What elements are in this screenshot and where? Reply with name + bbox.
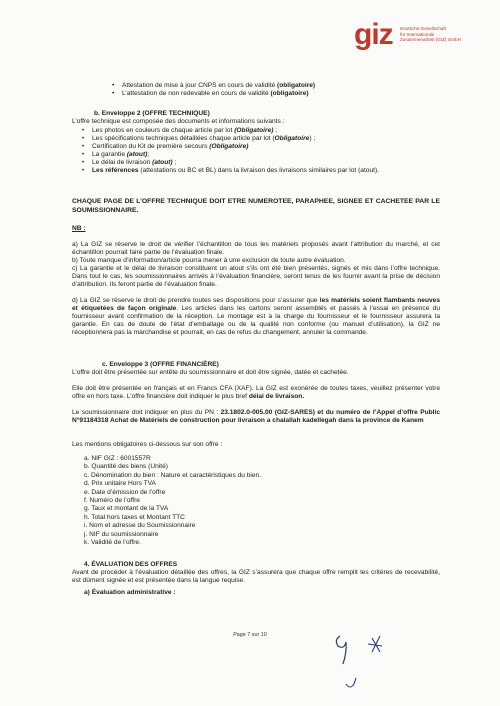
list-item: h. Total hors taxes et Montant TTC [84, 513, 185, 521]
logo-org-name: Deutsche Gesellschaft für Internationale Zusammenarbeit (GIZ) GmbH [400, 26, 462, 43]
technical-offer-notice: CHAQUE PAGE DE L’OFFRE TECHNIQUE DOIT ETRE NUMEROTEE, PARAPHEE, SIGNEE ET CACHETEE PAR LE SOUMISSIONNAIRE. [72, 198, 440, 214]
nb-paragraph-c: c) La garantie et le délai de livraison constituent un atout s’ils ont été bien présentés, signés et mis dans l’offre technique. Dans tout le cas, les soumissionnaires arrivés à l’évaluation financière, seront tenus de les fournir avant la prise de décision d’attribution. Ils feront partie de l’évaluation finale. [72, 265, 440, 288]
list-item: • La garantie (atout); [80, 151, 440, 159]
list-item: b. Quantité des biens (Unité) [84, 463, 168, 471]
section-heading-envelope-3: c. Enveloppe 3 (OFFRE FINANCIÈRE) [102, 361, 219, 368]
list-item: g. Taux et montant de la TVA [84, 505, 169, 513]
list-item: • Certification du Kit de première secours (Obligatoire) [80, 143, 440, 151]
list-item: • L’attestation de non redevable en cours de validité (obligatoire) [110, 90, 430, 98]
envelope-3-p4: Les mentions obligatoires ci-dessous sur son offre : [72, 441, 223, 448]
list-item: • Le délai de livraison (atout) ; [80, 159, 440, 167]
envelope-3-p2: Elle doit être présentée en français et en Francs CFA (XAF). La GIZ est exonérée de toutes taxes, veuillez présenter votre offre en hors taxe. L’offre financière doit indiquer le plus bref délai de livraison. [72, 385, 440, 400]
list-item: k. Validité de l’offre. [84, 539, 141, 547]
nb-label: NB : [72, 225, 86, 232]
list-item: e. Date d’émission de l’offre [84, 488, 166, 496]
envelope-2-intro: L’offre technique est composée des documents et informations suivants : [72, 118, 285, 125]
envelope-3-p1: L’offre doit être présentée sur entête du soumissionnaire et doit être signée, datée et cachetée. [72, 369, 349, 376]
top-bullet-list [110, 82, 430, 98]
list-item: • Attestation de mise à jour CNPS en cours de validité (obligatoire) [110, 82, 430, 90]
evaluation-paragraph: Avant de procéder à l’évaluation détaillée des offres, la GIZ s’assurera que chaque offre remplit les critères de recevabilité, est dûment signée et est présentée dans la langue requise. [72, 569, 440, 584]
mandatory-mentions-list [72, 455, 432, 547]
nb-paragraph-d: d) La GIZ se réserve le droit de prendre toutes ses dispositions pour s’assurer que les matériels soient flambants neuves et étiquetées de façon originale. Les articles dans les cartons seront assemblés et passés à l’essai en présence du fournisseur avant confirmation de la réception. Le montage est à la charge du fournisseur et le fournisseur assurera la garantie. En cas de doute de l’état d’emballage ou de la qualité non conforme (ou manuel d’utilisation), la GIZ ne réceptionnera pas la marchandise et pourrait, en cas de refus du changement, annuler la commande. [72, 297, 440, 336]
subsection-heading-administrative: a) Évaluation administrative : [84, 589, 176, 596]
nb-paragraph-b: b) Toute manque d’information/article pourra mener à une exclusion de toute autre évaluation. [72, 257, 346, 264]
list-item: • Les spécifications techniques détaillées chaque article par lot (Obligatoire) ; [80, 135, 440, 143]
giz-logo [354, 18, 484, 58]
list-item: j. NIF du soumissionnaire [84, 530, 159, 538]
list-item: a. NIF GIZ : 6001557R [84, 455, 151, 462]
envelope-3-p3: Le soumissionnaire doit indiquer en plus du PN : 23.1802.0-005.00 (GIZ-SARES) et du numéro de l’Appel d’offre Public N°91184318 Achat de Matériels de construction pour livraison a chalallah kadellegah dans la province de Kanem [72, 409, 440, 424]
list-item: d. Prix unitaire Hors TVA [84, 480, 156, 488]
handwritten-initials [332, 628, 422, 698]
section-heading-evaluation: 4. ÉVALUATION DES OFFRES [84, 561, 178, 568]
logo-wordmark: giz [354, 18, 393, 51]
list-item: c. Dénomination du bien : Nature et caractéristiques du bien. [84, 471, 262, 479]
technical-offer-list [80, 127, 440, 175]
page-number: Page 7 sur 10 [233, 632, 267, 638]
nb-paragraph-a: a) La GIZ se réserve le droit de vérifier l’échantillon de tous les matériels proposés avant l’attribution du marché, et cet échantillon pourrait faire partie de l’évaluation finale. [72, 241, 440, 256]
list-item: • Les photos en couleurs de chaque article par lot (Obligatoire) ; [80, 127, 440, 135]
list-item: f. Numéro de l’offre [84, 497, 140, 505]
list-item: • Les références (attestations ou BC et BL) dans la livraison des livraisons similaires par lot (atout). [80, 167, 440, 175]
list-item: i. Nom et adresse du Soumissionnaire [84, 522, 196, 530]
section-heading-envelope-2: b. Enveloppe 2 (OFFRE TECHNIQUE) [94, 110, 210, 117]
